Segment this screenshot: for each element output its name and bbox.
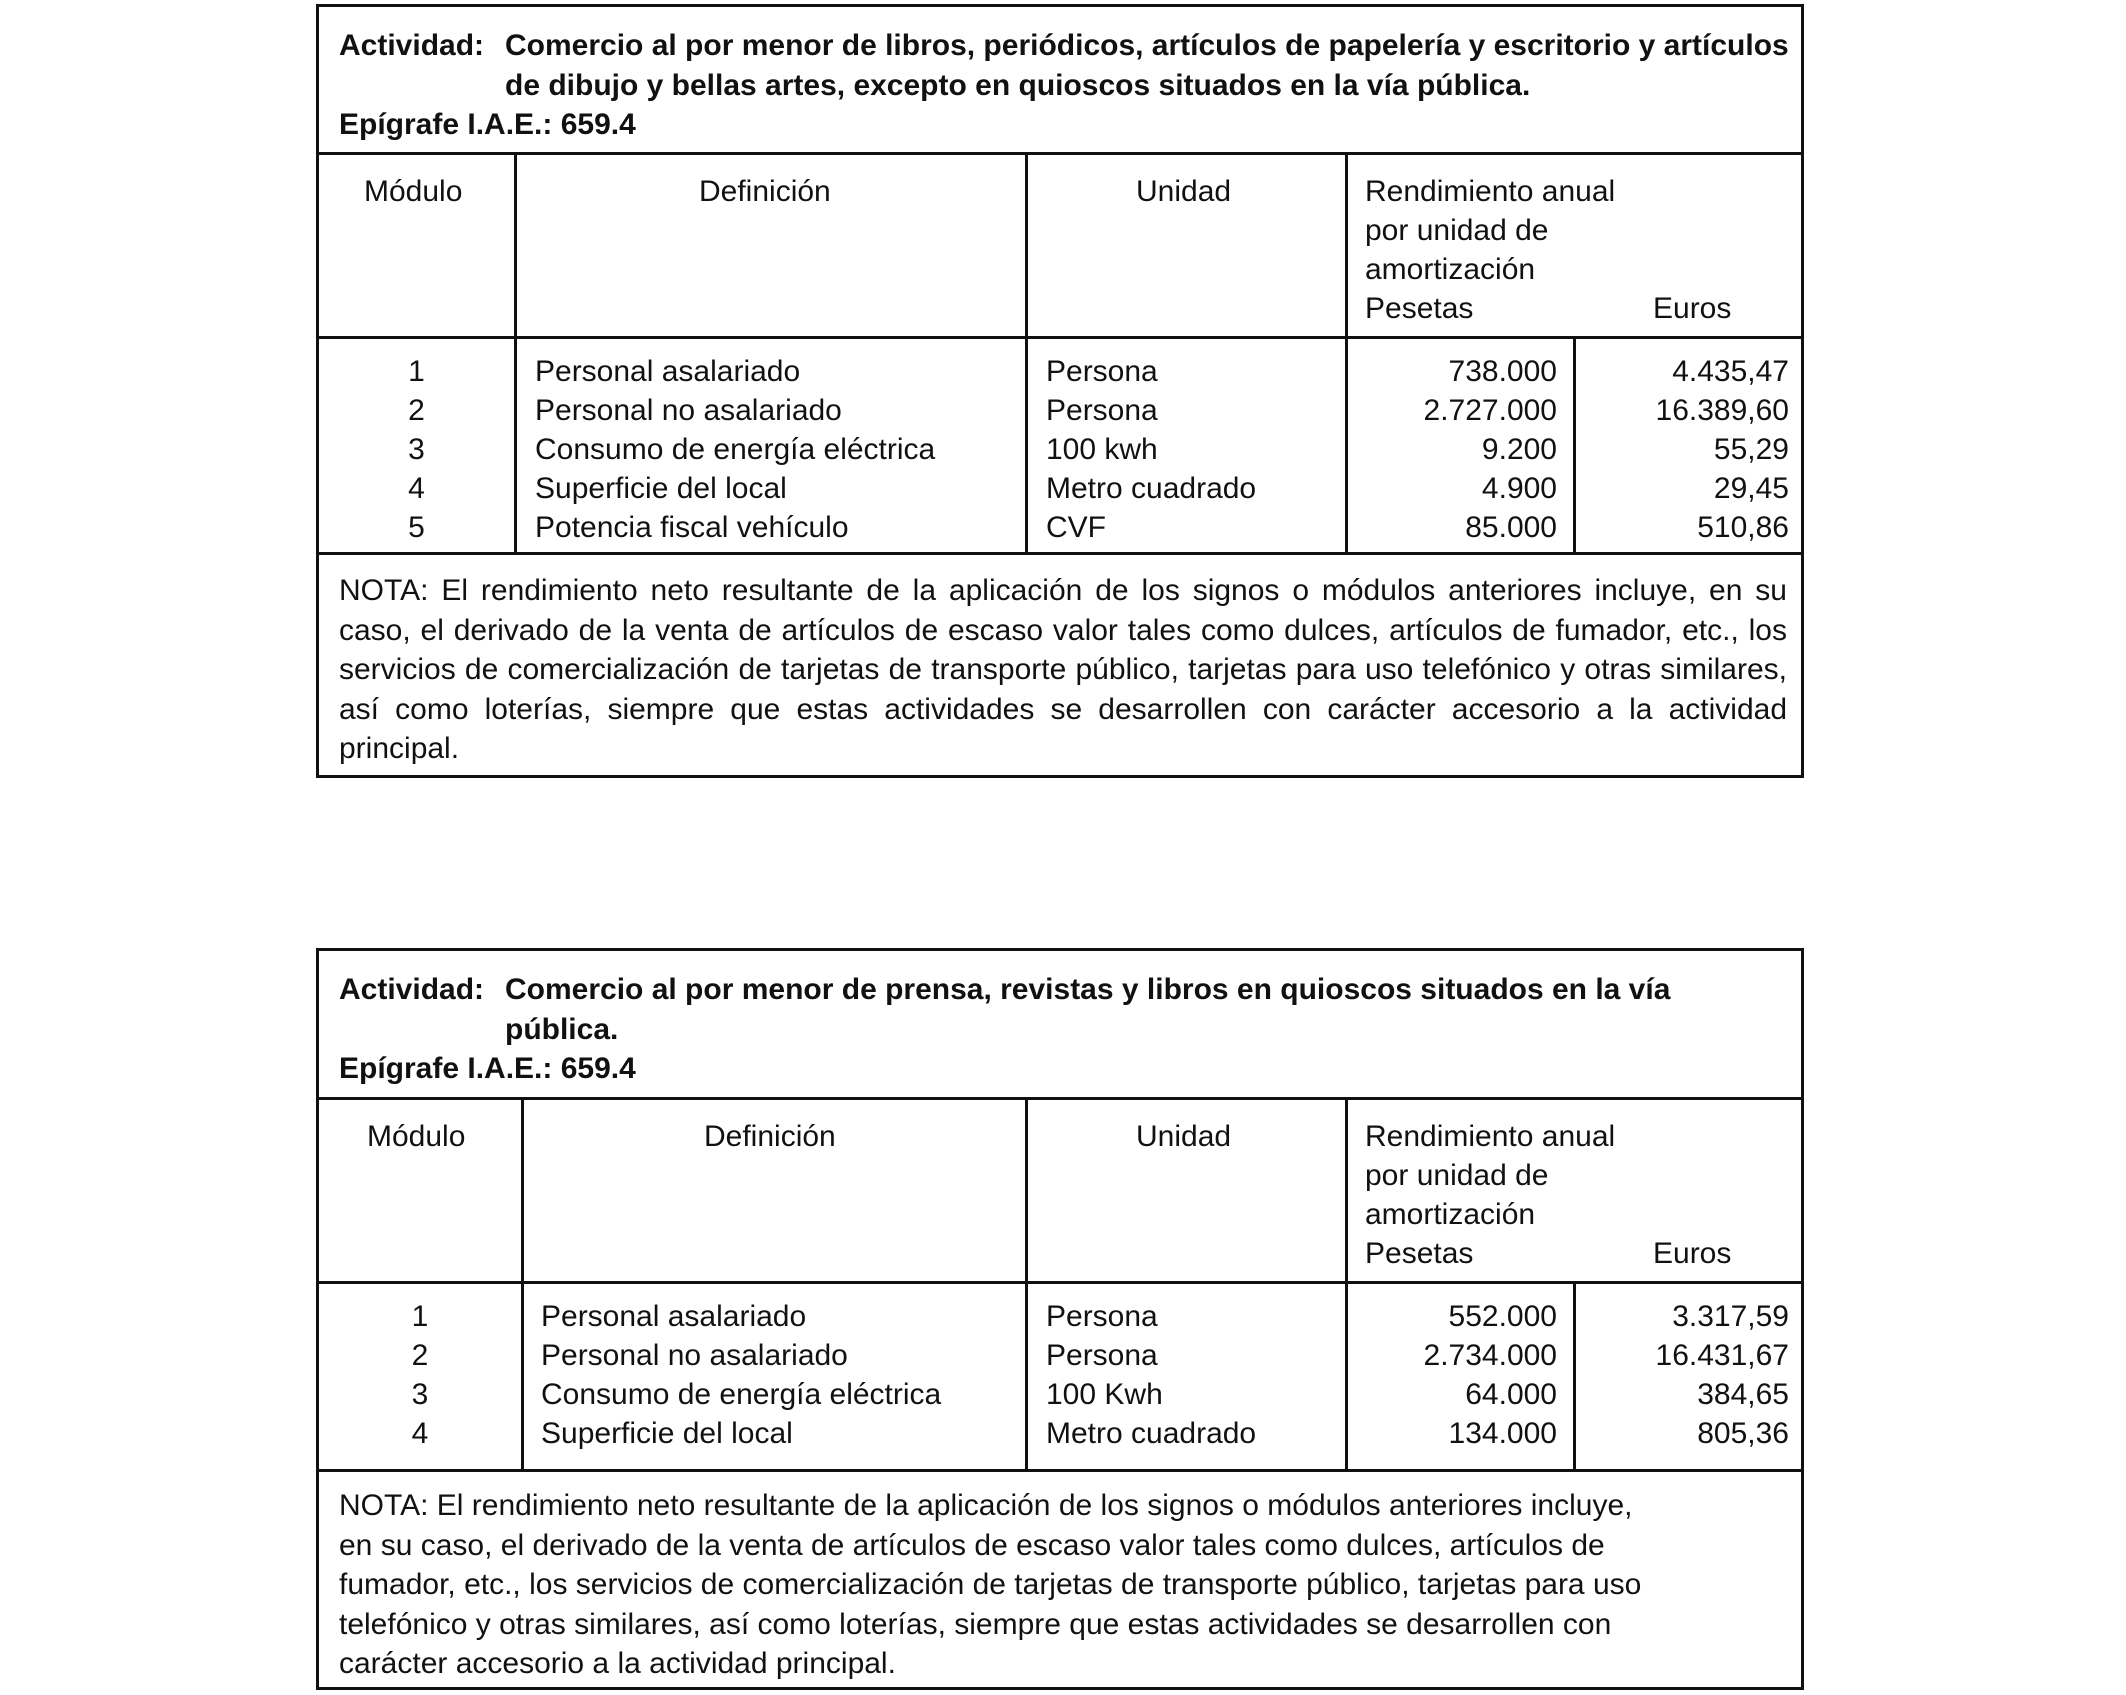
cell-pesetas: 134.000: [1448, 1417, 1557, 1450]
cell-unidad: CVF: [1046, 511, 1106, 544]
activity-label: Actividad:: [339, 973, 485, 1006]
cell-pesetas: 738.000: [1448, 355, 1557, 388]
cell-euros: 55,29: [1713, 433, 1789, 466]
activity-description-line-1: Comercio al por menor de libros, periódicos, artículos de papelería y escritorio y artículos: [505, 29, 1789, 62]
cell-modulo: 4: [408, 472, 425, 505]
cell-modulo: 1: [411, 1300, 429, 1333]
header-rendimiento-line-3: amortización: [1365, 253, 1536, 286]
cell-unidad: 100 kwh: [1046, 433, 1158, 466]
cell-unidad: Persona: [1046, 1300, 1158, 1333]
note-line: telefónico y otras similares, así como loterías, siempre que estas actividades se desarrollen con: [339, 1607, 1612, 1641]
header-rendimiento-line-2: por unidad de: [1365, 1159, 1549, 1192]
activity-header: [319, 7, 1801, 152]
header-unidad: Unidad: [1136, 1120, 1232, 1153]
cell-definicion: Superficie del local: [541, 1417, 793, 1450]
cell-euros: 16.431,67: [1655, 1339, 1789, 1372]
activity-description-line-2: de dibujo y bellas artes, excepto en quioscos situados en la vía pública.: [505, 69, 1531, 102]
cell-euros: 16.389,60: [1655, 394, 1789, 427]
modules-grid: [319, 152, 1801, 555]
header-rendimiento-line-3: amortización: [1365, 1198, 1536, 1231]
note-line: carácter accesorio a la actividad principal.: [339, 1647, 896, 1680]
cell-definicion: Personal no asalariado: [535, 394, 842, 427]
cell-modulo: 2: [408, 394, 425, 427]
cell-modulo: 1: [408, 355, 425, 388]
cell-modulo: 2: [411, 1339, 429, 1372]
cell-pesetas: 4.900: [1481, 472, 1557, 505]
cell-pesetas: 64.000: [1465, 1378, 1557, 1411]
header-rendimiento-line-1: Rendimiento anual: [1365, 1120, 1616, 1153]
epigrafe-label: Epígrafe I.A.E.: 659.4: [339, 108, 636, 141]
cell-unidad: Persona: [1046, 1339, 1158, 1372]
cell-definicion: Consumo de energía eléctrica: [541, 1378, 942, 1411]
cell-modulo: 3: [408, 433, 425, 466]
header-rendimiento-line-1: Rendimiento anual: [1365, 175, 1616, 208]
cell-euros: 29,45: [1713, 472, 1789, 505]
cell-modulo: 3: [411, 1378, 429, 1411]
cell-definicion: Potencia fiscal vehículo: [535, 511, 849, 544]
cell-unidad: Persona: [1046, 394, 1158, 427]
cell-euros: 384,65: [1697, 1378, 1789, 1411]
cell-euros: 510,86: [1697, 511, 1789, 544]
cell-definicion: Consumo de energía eléctrica: [535, 433, 936, 466]
header-unidad: Unidad: [1136, 175, 1232, 208]
cell-definicion: Personal asalariado: [535, 355, 801, 388]
cell-unidad: Persona: [1046, 355, 1158, 388]
activity-description-line-1: Comercio al por menor de prensa, revistas y libros en quioscos situados en la vía: [505, 973, 1671, 1006]
epigrafe-label: Epígrafe I.A.E.: 659.4: [339, 1052, 636, 1085]
activity-header: [319, 951, 1801, 1097]
note-line: en su caso, el derivado de la venta de artículos de escaso valor tales como dulces, artículos de: [339, 1528, 1605, 1562]
cell-pesetas: 9.200: [1481, 433, 1557, 466]
cell-unidad: 100 Kwh: [1046, 1378, 1163, 1411]
note-line: fumador, etc., los servicios de comercialización de tarjetas de transporte público, tarjetas para uso: [339, 1568, 1642, 1601]
cell-definicion: Superficie del local: [535, 472, 787, 505]
cell-euros: 805,36: [1697, 1417, 1789, 1450]
activity-description-line-2: pública.: [505, 1013, 619, 1046]
cell-unidad: Metro cuadrado: [1046, 1417, 1257, 1450]
module-table-2: [316, 948, 1804, 1690]
module-table-1: [316, 4, 1804, 778]
header-definicion: Definición: [704, 1120, 836, 1153]
cell-euros: 4.435,47: [1672, 355, 1789, 388]
cell-euros: 3.317,59: [1672, 1300, 1789, 1333]
cell-pesetas: 552.000: [1448, 1300, 1557, 1333]
cell-modulo: 4: [411, 1417, 429, 1450]
header-pesetas: Pesetas: [1365, 1237, 1474, 1270]
note-text: [319, 1472, 1801, 1684]
header-modulo: Módulo: [367, 1120, 466, 1153]
cell-pesetas: 85.000: [1465, 511, 1557, 544]
header-euros: Euros: [1653, 1237, 1732, 1270]
cell-pesetas: 2.734.000: [1423, 1339, 1557, 1372]
cell-definicion: Personal no asalariado: [541, 1339, 848, 1372]
header-pesetas: Pesetas: [1365, 292, 1474, 325]
cell-pesetas: 2.727.000: [1423, 394, 1557, 427]
header-modulo: Módulo: [364, 175, 463, 208]
header-euros: Euros: [1653, 292, 1732, 325]
note-line: NOTA: El rendimiento neto resultante de la aplicación de los signos o módulos anteriores incluye,: [339, 1489, 1633, 1522]
activity-label: Actividad:: [339, 29, 485, 62]
note-text: NOTA: El rendimiento neto resultante de la aplicación de los signos o módulos anteriores incluye, en su caso, el derivado de la venta de artículos de escaso valor tales como dulces, artículos de fumador, etc., los servicios de comercialización de tarjetas de transporte público, tarjetas para uso telefónico y otras similares, así como loterías, siempre que estas actividades se desarrollen con carácter accesorio a la actividad principal.: [339, 574, 1787, 765]
cell-definicion: Personal asalariado: [541, 1300, 807, 1333]
modules-grid: [319, 1097, 1801, 1472]
header-definicion: Definición: [699, 175, 831, 208]
cell-modulo: 5: [408, 511, 425, 544]
cell-unidad: Metro cuadrado: [1046, 472, 1257, 505]
header-rendimiento-line-2: por unidad de: [1365, 214, 1549, 247]
